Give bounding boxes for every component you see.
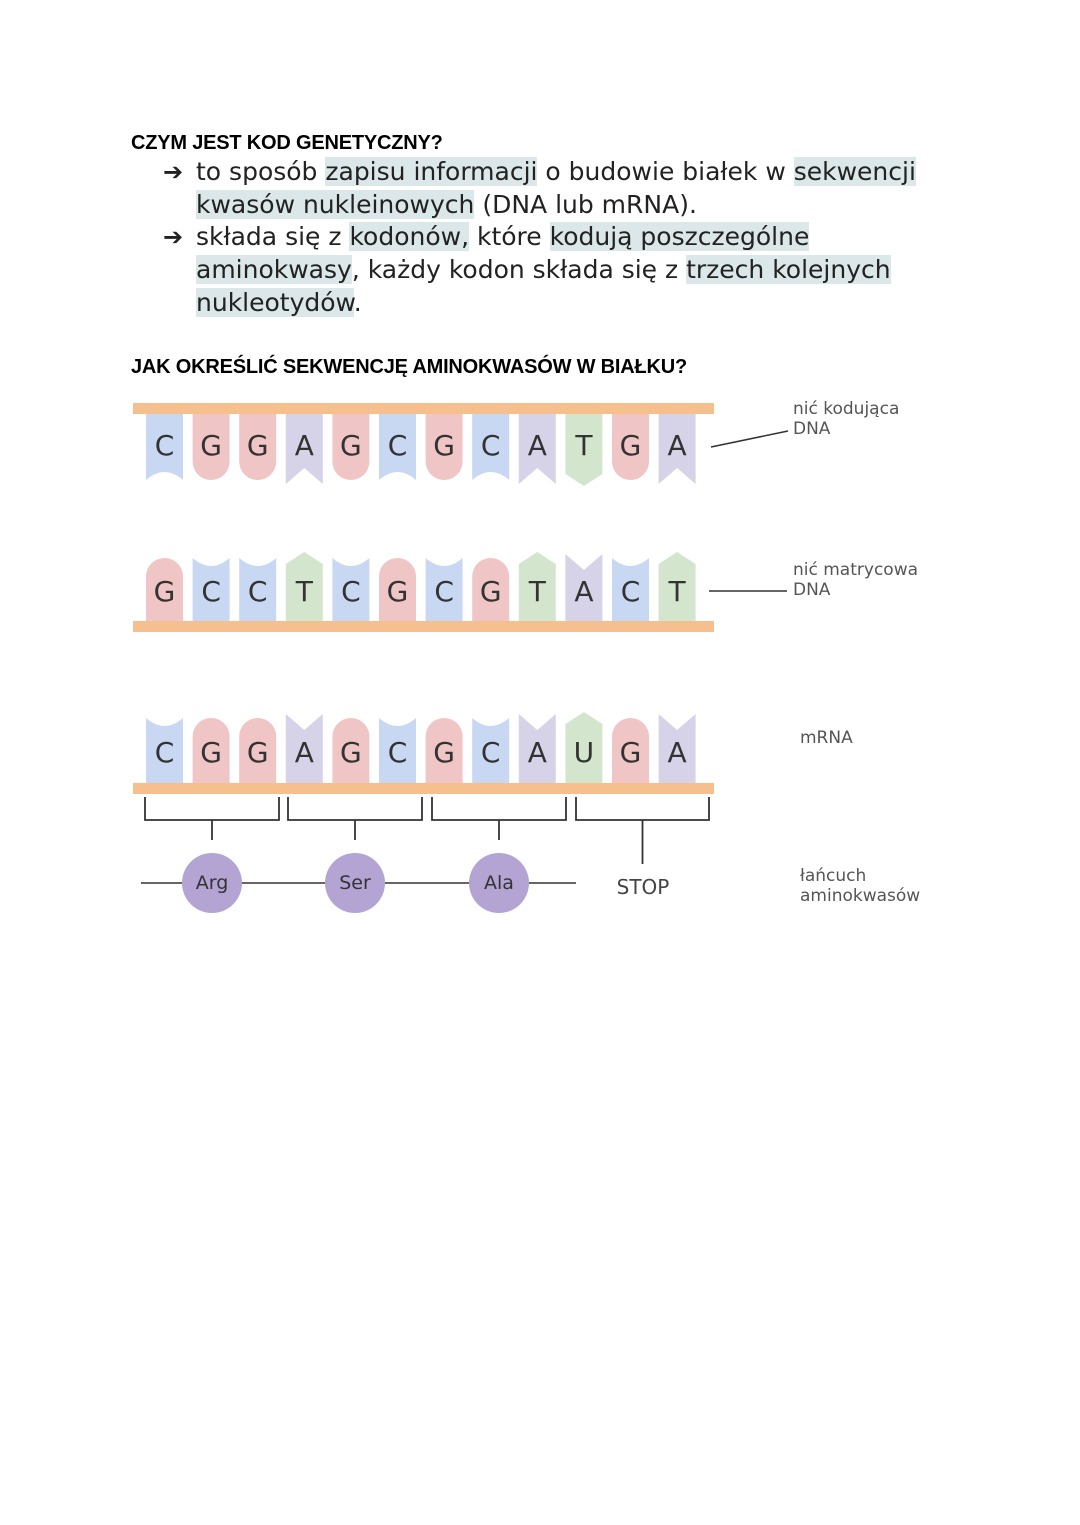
svg-text:T: T [528,575,546,608]
sugar-phosphate-backbone [133,403,714,414]
svg-text:G: G [200,429,222,462]
svg-text:C: C [620,575,641,608]
nucleotide-G [146,558,183,622]
template-strand-label-line2: DNA [793,580,831,600]
nucleotide-G [426,718,463,784]
svg-text:Ser: Ser [339,872,371,894]
svg-text:G: G [433,429,455,462]
bullet-text: o budowie białek w [537,157,794,186]
coding-strand [133,403,714,486]
codon-bracket [576,797,709,864]
highlighted-text: trzech kolejnych nukleotydów [196,255,891,317]
sugar-phosphate-backbone [133,783,714,794]
svg-text:C: C [434,575,454,608]
svg-text:C: C [154,429,175,462]
svg-text:T: T [295,575,313,608]
nucleotide-A [286,413,323,484]
nucleotide-G [472,558,509,622]
codon-bracket [288,797,422,840]
nucleotide-C [239,558,276,622]
svg-text:T: T [668,575,686,608]
nucleotide-C [612,558,649,622]
arrow-right-icon: ➔ [163,223,184,252]
nucleotide-C [146,718,183,784]
nucleotide-C [426,558,463,622]
template-strand [133,552,714,632]
bullet-text: to sposób [196,157,326,186]
nucleotide-A [565,554,602,622]
heading-genetic-code: CZYM JEST KOD GENETYCZNY? [131,132,443,154]
amino-acid-ala [469,853,529,913]
svg-text:Ala: Ala [484,872,514,894]
nucleotide-G [426,413,463,480]
svg-text:A: A [667,429,687,462]
nucleotide-A [519,413,556,484]
heading-amino-sequence: JAK OKREŚLIĆ SEKWENCJĘ AMINOKWASÓW W BIAŁKU? [131,356,688,378]
nucleotide-G [239,718,276,784]
svg-text:C: C [341,575,361,608]
svg-text:Arg: Arg [195,872,229,894]
codon-bracket [145,797,279,840]
svg-text:G: G [200,736,222,769]
svg-text:G: G [153,575,176,608]
nucleotide-C [472,413,509,480]
nucleotide-G [379,558,416,622]
svg-text:G: G [246,736,269,769]
svg-text:C: C [387,736,408,769]
svg-text:A: A [294,429,314,462]
coding-strand-label-line1: nić kodująca [793,399,900,419]
svg-text:U: U [573,736,595,769]
mrna-label: mRNA [800,728,853,748]
codon-bracket [432,797,566,840]
nucleotide-G [332,718,369,784]
bullet-text: składa się z [196,222,350,252]
coding-strand-label [793,399,899,439]
highlighted-text: kodonów, [349,222,470,252]
svg-text:G: G [433,736,455,769]
svg-text:A: A [527,429,547,462]
svg-text:A: A [294,736,314,769]
nucleotide-G [239,413,276,480]
svg-text:G: G [619,736,642,769]
highlighted-text: zapisu informacji [325,157,538,186]
nucleotide-A [286,714,323,784]
nucleotide-A [659,413,696,484]
nucleotide-G [193,718,230,784]
amino-chain-label [800,866,920,906]
amino-acid-ser [325,853,385,913]
svg-text:G: G [479,575,502,608]
svg-text:G: G [340,736,362,769]
svg-text:G: G [619,429,642,462]
nucleotide-C [193,558,230,622]
svg-text:G: G [386,575,409,608]
nucleotide-G [332,413,369,480]
svg-text:C: C [247,575,268,608]
stop-codon-label: STOP [616,875,670,899]
amino-acid-arg [182,853,242,913]
nucleotide-C [146,413,183,480]
bullet-text: (DNA lub mRNA). [474,189,697,219]
nucleotide-T [519,552,556,622]
nucleotide-C [379,413,416,480]
nucleotide-G [193,413,230,480]
svg-text:G: G [340,429,362,462]
svg-text:T: T [575,429,593,462]
svg-text:A: A [574,575,594,608]
template-strand-label [793,560,918,600]
amino-chain-label-line1: łańcuch [800,866,867,886]
nucleotide-A [659,714,696,784]
svg-text:C: C [154,736,175,769]
nucleotide-T [286,552,323,622]
nucleotide-C [332,558,369,622]
highlighted-text: kodują poszczególne aminokwasy [196,222,810,285]
nucleotide-A [519,714,556,784]
svg-text:C: C [480,736,501,769]
mrna-strand [133,712,714,794]
bullet-text: które [469,222,550,252]
nucleotide-C [472,718,509,784]
nucleotide-U [565,712,602,784]
svg-text:C: C [387,429,408,462]
template-strand-label-line1: nić matrycowa [793,560,919,580]
coding-strand-label-line2: DNA [793,419,831,439]
amino-chain-label-line2: aminokwasów [800,886,921,906]
svg-text:G: G [246,429,269,462]
coding-strand-leader-line [711,431,788,447]
svg-text:A: A [667,736,687,769]
svg-text:C: C [201,575,221,608]
bullet-text: , każdy kodon składa się z [351,255,687,285]
nucleotide-G [612,718,649,784]
highlighted-text: sekwencji kwasów nukleinowych [196,157,916,219]
svg-text:A: A [527,736,547,769]
nucleotide-G [612,413,649,480]
nucleotide-T [565,413,602,486]
nucleotide-C [379,718,416,784]
bullet-text: . [353,287,362,317]
arrow-right-icon: ➔ [163,158,184,186]
svg-text:C: C [480,429,501,462]
sugar-phosphate-backbone [133,621,714,632]
nucleotide-T [659,552,696,622]
